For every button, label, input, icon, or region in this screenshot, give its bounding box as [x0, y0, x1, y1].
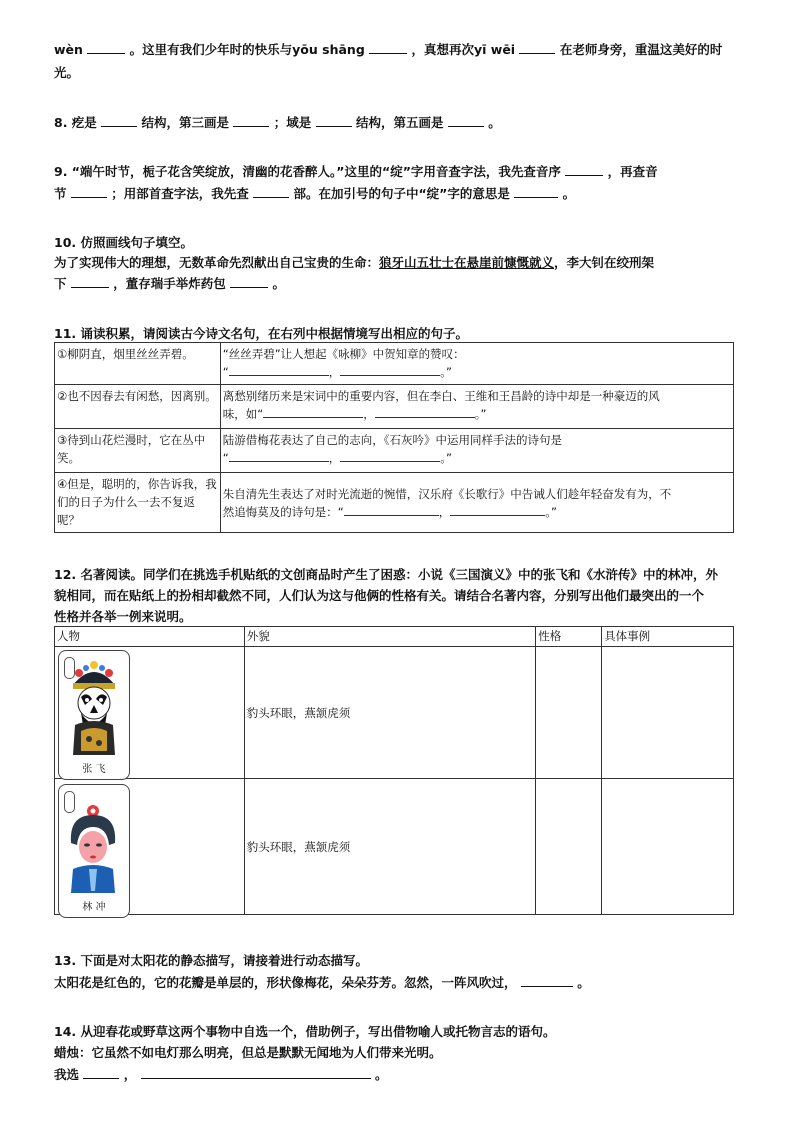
example-cell[interactable]: [602, 647, 734, 779]
character-table: [54, 626, 734, 915]
blank[interactable]: [565, 163, 603, 176]
personality-cell[interactable]: [536, 779, 602, 915]
zhangfei-sticker: [58, 650, 130, 780]
header-cell: 外貌: [244, 627, 536, 647]
context-cell: 陆游借梅花表达了自己的志向，《石灰吟》中运用同样手法的诗句是 “ ， 。”: [220, 429, 733, 473]
question-13-line: 太阳花是红色的，它的花瓣是单层的，形状像梅花，朵朵芬芳。忽然，一阵风吹过， 。: [54, 975, 590, 990]
poem-cell: ③待到山花烂漫时，它在丛中笑。: [55, 429, 221, 473]
table-row: [55, 429, 734, 473]
answer-blank[interactable]: [450, 504, 545, 516]
answer-blank[interactable]: [263, 406, 363, 418]
answer-blank[interactable]: [344, 504, 439, 516]
opera-mask-zhangfei-icon: [59, 655, 129, 765]
appearance-cell: 豹头环眼，燕颔虎须: [244, 779, 536, 915]
answer-blank[interactable]: [340, 364, 440, 376]
blank[interactable]: [230, 275, 268, 288]
blank[interactable]: [253, 185, 289, 198]
character-name: 张 飞: [82, 764, 106, 775]
question-12-line3: 性格并各举一例来说明。: [54, 609, 192, 624]
q7-continuation-line2: 光。: [54, 65, 80, 80]
opera-mask-linchong-icon: [59, 791, 129, 901]
question-14-example: 蜡烛：它虽然不如电灯那么明亮，但总是默默无闻地为人们带来光明。: [54, 1045, 442, 1060]
question-9-line2: 节 ；用部首查字法，我先查 部。在加引号的句子中“绽”字的意思是 。: [54, 186, 576, 201]
table-row: [55, 473, 734, 533]
header-cell: 人物: [55, 627, 245, 647]
answer-blank[interactable]: [375, 406, 475, 418]
blank[interactable]: [233, 114, 269, 127]
blank[interactable]: [101, 114, 137, 127]
character-name: 林 冲: [82, 902, 106, 913]
table-row: [55, 779, 734, 915]
blank[interactable]: [514, 185, 558, 198]
blank[interactable]: [71, 275, 109, 288]
question-10-line1: 为了实现伟大的理想，无数革命先烈献出自己宝贵的生命：狼牙山五壮士在悬崖前慷慨就义，李大钊在绞刑架: [54, 255, 655, 270]
example-cell[interactable]: [602, 779, 734, 915]
context-cell: “丝丝弄碧”让人想起《咏柳》中贺知章的赞叹： “ ， 。”: [220, 343, 733, 385]
blank[interactable]: [141, 1066, 371, 1079]
question-14-answer: 我选 ， 。: [54, 1067, 388, 1082]
blank[interactable]: [519, 41, 555, 54]
blank[interactable]: [521, 974, 573, 987]
poem-cell: ④但是，聪明的，你告诉我，我们的日子为什么一去不复返呢？: [55, 473, 221, 533]
linchong-sticker: [58, 784, 130, 918]
context-cell: 离愁别绪历来是宋词中的重要内容，但在李白、王维和王昌龄的诗中却是一种豪迈的风 味，如“ ， 。”: [220, 385, 733, 429]
question-14-title: 14. 从迎春花或野草这两个事物中自选一个，借助例子，写出借物喻人或托物言志的语句。: [54, 1024, 556, 1039]
blank[interactable]: [71, 185, 107, 198]
question-9-line1: 9. “端午时节，栀子花含笑绽放，清幽的花香醉人。”这里的“绽”字用音查字法，我先查音序 ，再查音: [54, 164, 658, 179]
answer-blank[interactable]: [229, 450, 329, 462]
blank[interactable]: [316, 114, 352, 127]
appearance-cell: 豹头环眼，燕颔虎须: [244, 647, 536, 779]
poem-cell: ②也不因春去有闲愁，因离别。: [55, 385, 221, 429]
blank[interactable]: [83, 1066, 119, 1079]
table-header-row: [55, 627, 734, 647]
answer-blank[interactable]: [229, 364, 329, 376]
question-8: 8. 疙是 结构，第三画是 ；域是 结构，第五画是 。: [54, 115, 501, 130]
blank[interactable]: [87, 41, 125, 54]
blank[interactable]: [369, 41, 407, 54]
poetry-table: [54, 342, 734, 533]
personality-cell[interactable]: [536, 647, 602, 779]
poem-cell: ①柳阴直，烟里丝丝弄碧。: [55, 343, 221, 385]
answer-blank[interactable]: [340, 450, 440, 462]
table-row: [55, 647, 734, 779]
blank[interactable]: [448, 114, 484, 127]
table-row: [55, 343, 734, 385]
question-12-line1: 12. 名著阅读。同学们在挑选手机贴纸的文创商品时产生了困惑：小说《三国演义》中的张飞和《水浒传》中的林冲，外: [54, 567, 718, 582]
question-10-line2: 下 ，董存瑞手举炸药包 。: [54, 276, 285, 291]
underlined-example: 狼牙山五壮士在悬崖前慷慨就义: [379, 255, 555, 270]
question-11-title: 11. 诵读积累，请阅读古今诗文名句，在右列中根据情境写出相应的句子。: [54, 326, 468, 341]
question-10-title: 10. 仿照画线句子填空。: [54, 235, 193, 250]
question-12-line2: 貌相同，而在贴纸上的扮相却截然不同，人们认为这与他俩的性格有关。请结合名著内容，分别写出他们最突出的一个: [54, 588, 705, 603]
q7-continuation-line1: wèn 。这里有我们少年时的快乐与yōu shāng ，真想再次yī wēi 在老师身旁，重温这美好的时: [54, 42, 723, 57]
table-row: [55, 385, 734, 429]
header-cell: 具体事例: [602, 627, 734, 647]
context-cell: 朱自清先生表达了对时光流逝的惋惜，汉乐府《长歌行》中告诫人们趁年轻奋发有为，不 然追悔莫及的诗句是：“ ， 。”: [220, 473, 733, 533]
question-13-title: 13. 下面是对太阳花的静态描写，请接着进行动态描写。: [54, 953, 368, 968]
header-cell: 性格: [536, 627, 602, 647]
